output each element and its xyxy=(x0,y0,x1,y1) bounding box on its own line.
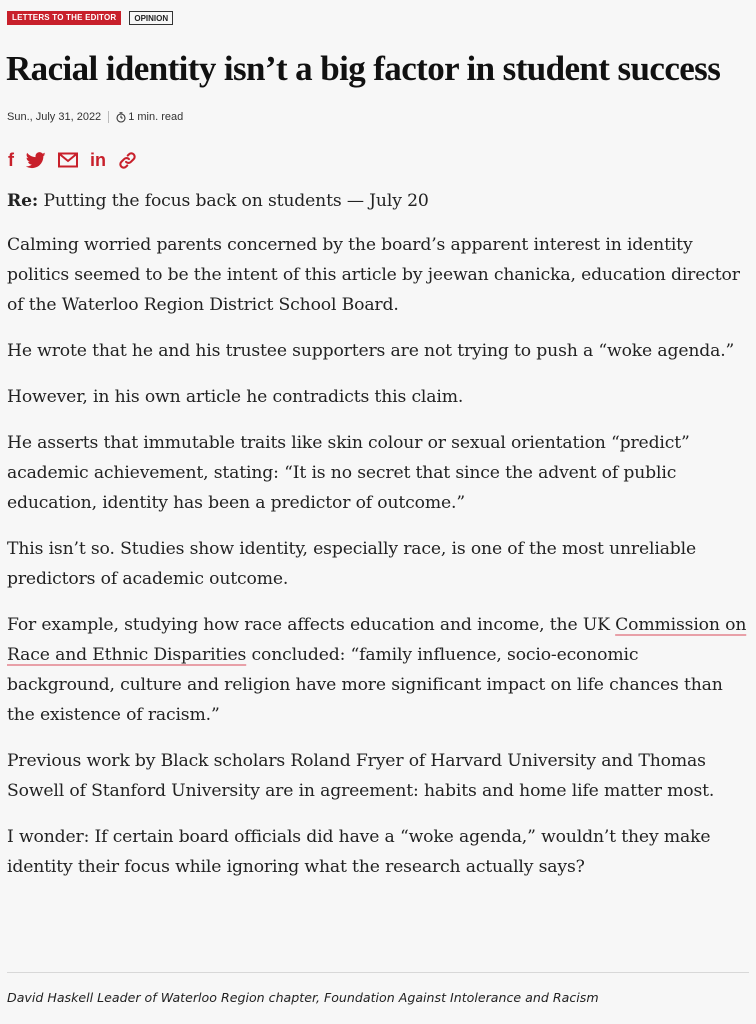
paragraph-8: I wonder: If certain board officials did have a “woke agenda,” wouldn’t they make identity their focus while ignoring what the research actually says? xyxy=(7,827,711,877)
paragraph-5: This isn’t so. Studies show identity, especially race, is one of the most unreliable predictors of academic outcome. xyxy=(7,539,697,589)
opinion-tag[interactable]: OPINION xyxy=(129,11,173,25)
meta-divider xyxy=(108,111,109,123)
re-text: Putting the focus back on students — July 20 xyxy=(38,191,429,211)
article-body xyxy=(7,186,751,898)
commission-link[interactable]: Commission on Race and Ethnic Disparities xyxy=(7,615,747,665)
paragraph-6 xyxy=(7,610,751,730)
twitter-icon[interactable] xyxy=(26,150,46,170)
link-icon[interactable] xyxy=(118,150,137,170)
read-time: 1 min. read xyxy=(128,111,184,123)
paragraph-2: He wrote that he and his trustee supporters are not trying to push a “woke agenda.” xyxy=(7,341,735,361)
paragraph-3: However, in his own article he contradicts this claim. xyxy=(7,387,464,407)
byline: David Haskell Leader of Waterloo Region chapter, Foundation Against Intolerance and Racism xyxy=(7,990,599,1005)
facebook-icon[interactable]: f xyxy=(8,149,14,170)
share-bar xyxy=(8,150,137,170)
re-line xyxy=(7,186,751,216)
section-tag[interactable]: LETTERS TO THE EDITOR xyxy=(7,11,121,25)
paragraph-7: Previous work by Black scholars Roland Fryer of Harvard University and Thomas Sowell of Stanford University are in agreement: habits and home life matter most. xyxy=(7,751,715,801)
headline: Racial identity isn’t a big factor in student success xyxy=(6,49,721,88)
paragraph-6-start: For example, studying how race affects education and income, the UK xyxy=(7,615,616,635)
paragraph-1: Calming worried parents concerned by the board’s apparent interest in identity politics seemed to be the intent of this article by jeewan chanicka, education director of the Waterloo Region District School Board. xyxy=(7,235,740,315)
article-tags xyxy=(7,11,173,25)
publish-date: Sun., July 31, 2022 xyxy=(7,111,102,123)
clock-icon xyxy=(116,112,126,123)
paragraph-4: He asserts that immutable traits like skin colour or sexual orientation “predict” academic achievement, stating: “It is no secret that since the advent of public education, identity has been a predictor of outcome.” xyxy=(7,433,690,513)
byline-divider xyxy=(7,972,749,973)
email-icon[interactable] xyxy=(58,150,78,170)
paragraph-6-end: concluded: “family influence, socio-economic background, culture and religion have more significant impact on life chances than the existence of racism.” xyxy=(7,645,723,725)
linkedin-icon[interactable]: in xyxy=(90,149,106,170)
re-label: Re: xyxy=(7,191,39,211)
article-meta xyxy=(7,111,183,123)
